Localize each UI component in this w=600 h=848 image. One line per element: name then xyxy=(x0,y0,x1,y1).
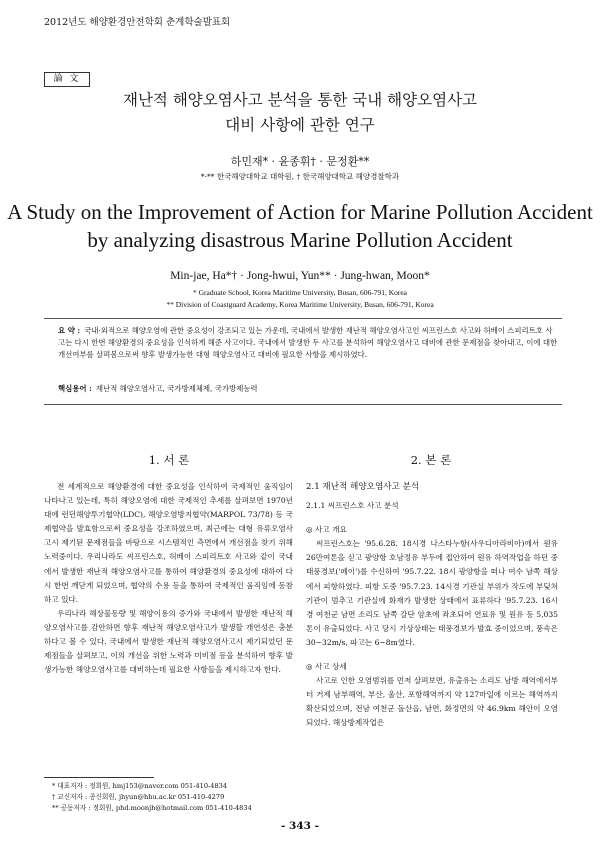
section-tag: 論 文 xyxy=(44,72,90,87)
page-number: - 343 - xyxy=(281,820,319,832)
section-2-heading: 2. 본 론 xyxy=(410,453,452,467)
english-title-line-2: by analyzing disastrous Marine Pollution Accident xyxy=(87,228,513,252)
main-body xyxy=(306,480,558,731)
section-1-heading: 1. 서 론 xyxy=(148,453,190,467)
korean-title-line-1: 재난적 해양오염사고 분석을 통한 국내 해양오염사고 xyxy=(122,91,478,109)
introduction-body xyxy=(44,480,293,677)
introduction-paragraph-2: 우리나라 해상물동량 및 해양이용의 증가와 국내에서 발생한 재난적 해양오염사고를 감안하면 향후 재난적 해양오염사고가 발생할 개연성은 충분하다고 볼 수 있다. 국내에서 발생한 재난적 해양오염사고시 제기되었던 문제점들을 살펴보고, 이의 개선을 위한 노력과 미비점 등을 분석하여 향후 발생가능한 해양오염사고를 대비하는데 필요한 사항들을 제시하고자 한다. xyxy=(44,608,293,675)
abstract-text: 국내·외적으로 해양오염에 관한 중요성이 강조되고 있는 가운데, 국내에서 발생한 재난적 해양오염사고인 씨프린스호 사고와 허베이 스피리트호 사고는 다시 한번 해양환경의 중요성을 인식하게 해준 사고이다. 국내에서 발생한 두 사고를 분석하여 해양오염사고 대비에 관한 문제점을 찾아내고, 이에 대한 개선여부를 살펴봄으로써 향후 발생가능한 대형 해양오염사고 대비에 필요한 사항을 제시하였다. xyxy=(58,326,558,359)
english-title-line-1: A Study on the Improvement of Action for Marine Pollution Accident xyxy=(7,200,593,224)
english-authors: Min-jae, Ha*† · Jong-hwui, Yun** · Jung-hwan, Moon* xyxy=(170,270,430,282)
abstract-bottom-rule xyxy=(44,404,562,405)
english-affiliation-1: * Graduate School, Korea Maritime University, Busan, 606-791, Korea xyxy=(192,288,408,297)
korean-authors: 하민재* · 윤종휘† · 문정환** xyxy=(230,155,370,168)
introduction-paragraph-1: 전 세계적으로 해양환경에 대한 중요성을 인식하여 국제적인 움직임이 나타나고 있는데, 특히 해양오염에 대한 국제적인 추세를 살펴보면 1970년대에 런던해양투기협약(LDC), 해양오염방지협약(MARPOL 73/78) 등 국제협약을 발효함으로써 중요성을 강조하였으며, 최근에는 대형 유류오염사고시 제기된 문제점들을 바탕으로 시스템적인 측면에서 개선점을 찾기 위해 노력중이다. 우리나라도 씨프린스호, 허베이 스피리트호 사고와 같이 국내에서 발생한 재난적 해양오염사고를 통하여 해양환경의 중요성에 대하여 다시 한번 깨닫게 되었으며, 협약의 수용 등을 통하여 국제적인 움직임에 동참하고 있다. xyxy=(44,482,293,604)
accident-overview-heading: ◎ 사고 개요 xyxy=(306,525,347,535)
keywords xyxy=(58,383,558,394)
keywords-label: 핵심용어 : xyxy=(58,384,92,393)
subsection-2-1-1-heading: 2.1.1 씨프린스호 사고 분석 xyxy=(306,501,399,511)
subsection-2-1-heading: 2.1 재난적 해양오염사고 분석 xyxy=(306,482,420,492)
korean-affiliation: *·** 한국해양대학교 대학원, † 한국해양대학교 해양경찰학과 xyxy=(200,172,400,181)
english-affiliation-2: ** Division of Coastguard Academy, Korea Maritime University, Busan, 606-791, Korea xyxy=(166,300,434,309)
footnotes xyxy=(52,781,252,814)
korean-title-line-2: 대비 사항에 관한 연구 xyxy=(225,116,375,134)
footnote-3: ** 공동저자 : 정회원, phd.moonjh@hotmail.com 051-410-4834 xyxy=(52,804,252,812)
abstract-top-rule xyxy=(44,318,562,319)
conference-name: 2012년도 해양환경안전학회 춘계학술발표회 xyxy=(44,17,231,28)
abstract xyxy=(58,325,558,361)
accident-detail-text: 사고로 인한 오염범위를 먼저 살펴보면, 유출유는 소리도 남방 해역에서부터 거제 남부해역, 부산, 울산, 포항해역까지 약 127마일에 이르는 해역까지 확산되었으며, 전남 여천군 돌산읍, 남면, 화정면의 약 46.9km 해안이 오염되었다. 해상방제작업은 xyxy=(306,676,558,728)
footnote-1: * 대표저자 : 정회원, hmj153@naver.com 051-410-4834 xyxy=(52,782,228,790)
footnote-rule xyxy=(44,777,154,778)
accident-overview-text: 씨프린스호는 '95.6.28. 18시경 나스타누항(사우디아라비아)에서 원유 26만여톤을 싣고 광양항 호남정유 부두에 접안하여 원유 하역작업을 하던 중 태풍경보('페이')를 수신하여 '95.7.22. 18시 광양항을 떠나 여수 남쪽 해상에서 피항하였다. 피항 도중 '95.7.23. 14시경 기관실 부위가 작도에 부딪쳐 기관이 멈추고 기관실에 화재가 발생한 상태에서 표류하다 '95.7.23. 16시경 여천군 남면 소리도 남쪽 갈단 암초에 좌초되어 연료유 및 원유 등 5,035톤이 유출되었다. 사고 당시 기상상태는 태풍경보가 발효 중이었으며, 풍속은 30~32m/s, 파고는 6~8m였다. xyxy=(306,539,558,647)
accident-detail-heading: ◎ 사고 상세 xyxy=(306,662,347,672)
footnote-2: † 교신저자 : 종신회원, jhyun@hhu.ac.kr 051-410-4279 xyxy=(52,793,225,801)
abstract-label: 요 약 : xyxy=(58,326,81,335)
keywords-text: 재난적 해양오염사고, 국가방제체제, 국가방제능력 xyxy=(95,384,258,393)
